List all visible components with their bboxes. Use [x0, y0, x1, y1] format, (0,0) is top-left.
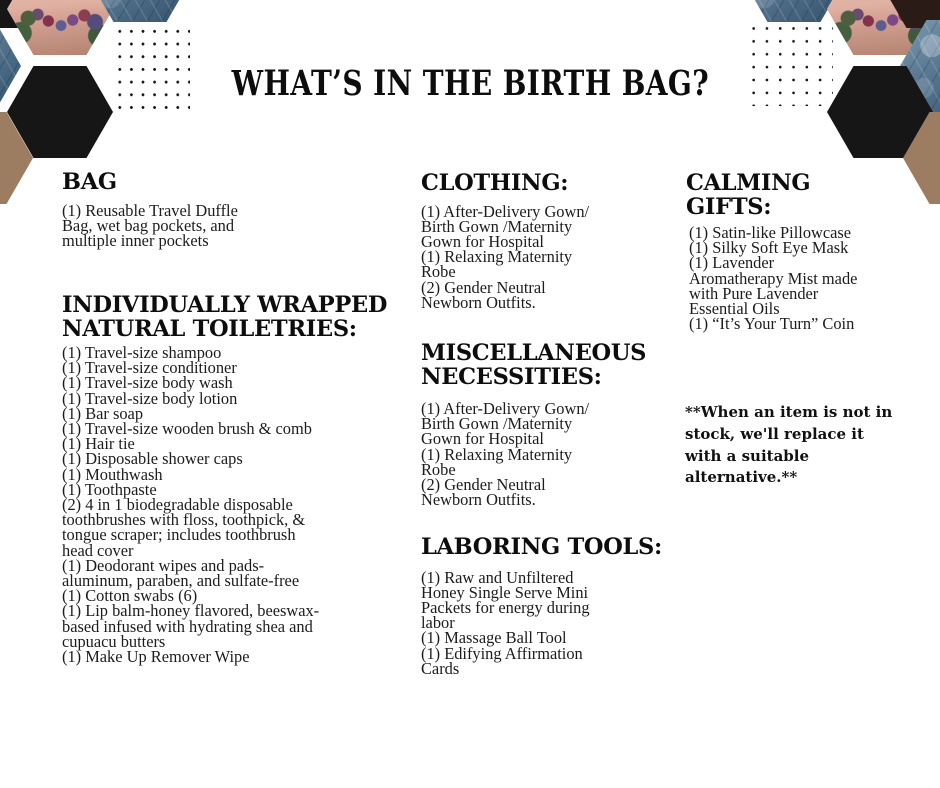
text-line: MISCELLANEOUS	[421, 340, 647, 366]
section-calming-gifts-items	[686, 223, 858, 334]
text-line: (1) “It’s Your Turn” Coin	[689, 314, 855, 334]
text-line: toothbrushes with floss, toothpick, &	[62, 510, 306, 530]
text-line: (1) Reusable Travel Duffle	[62, 200, 238, 220]
text-line: multiple inner pockets	[62, 230, 209, 250]
text-line: (1) Travel-size body wash	[62, 373, 233, 393]
text-line: Birth Gown /Maternity	[421, 414, 573, 434]
text-line: INDIVIDUALLY WRAPPED	[62, 292, 388, 318]
text-line: stock, we'll replace it	[685, 424, 864, 443]
text-line: NATURAL TOILETRIES:	[62, 315, 357, 342]
section-bag	[62, 171, 238, 248]
text-line: tongue scraper; includes toothbrush	[62, 525, 296, 545]
text-line: (1) Satin-like Pillowcase	[689, 223, 852, 242]
section-miscellaneous-items	[421, 399, 646, 510]
text-line: NECESSITIES:	[421, 363, 602, 390]
section-clothing-heading	[421, 172, 589, 196]
text-line: (1) Disposable shower caps	[62, 449, 243, 469]
section-laboring-tools-items	[421, 567, 662, 678]
text-line: (1) Travel-size shampoo	[62, 343, 222, 362]
section-calming-gifts-heading	[686, 172, 857, 219]
text-line: cupuacu butters	[62, 631, 166, 651]
text-line: (1) Cotton swabs (6)	[62, 586, 198, 606]
text-line: (1) Lavender	[689, 253, 775, 273]
text-line: Newborn Outfits.	[421, 490, 536, 510]
text-line: aluminum, paraben, and sulfate-free	[62, 571, 300, 591]
text-line: Gown for Hospital	[421, 429, 544, 449]
text-line: (1) Travel-size conditioner	[62, 358, 237, 378]
text-line: Packets for energy during	[421, 597, 590, 617]
text-line: **When an item is not in	[685, 403, 893, 421]
text-line: (1) Mouthwash	[62, 464, 163, 484]
page-title	[0, 63, 940, 104]
text-line: (2) 4 in 1 biodegradable disposable	[62, 495, 293, 515]
text-line: (1) Relaxing Maternity	[421, 247, 573, 267]
text-line: Honey Single Serve Mini	[421, 582, 589, 602]
text-line: Robe	[421, 262, 456, 282]
section-laboring-tools	[421, 536, 662, 676]
text-line: head cover	[62, 540, 134, 560]
text-line: based infused with hydrating shea and	[62, 616, 313, 636]
text-line: (1) After-Delivery Gown/	[421, 399, 590, 418]
text-line: Essential Oils	[689, 299, 780, 319]
text-line: LABORING TOOLS:	[421, 534, 662, 560]
section-bag-heading	[62, 171, 238, 195]
text-line: (1) Travel-size body lotion	[62, 388, 238, 408]
text-line: (1) Massage Ball Tool	[421, 628, 567, 648]
text-line: Robe	[421, 459, 456, 479]
text-line: CLOTHING:	[421, 170, 569, 196]
text-line: (1) Lip balm-honey flavored, beeswax-	[62, 601, 320, 621]
section-bag-items	[62, 200, 238, 250]
text-line: Gown for Hospital	[421, 231, 544, 251]
text-line: GIFTS:	[686, 193, 772, 220]
text-line: (1) Hair tie	[62, 434, 135, 454]
text-line: (1) Raw and Unfiltered	[421, 567, 574, 587]
section-toiletries-items	[62, 343, 387, 667]
text-line: (1) Travel-size wooden brush & comb	[62, 419, 312, 439]
text-line: (1) Bar soap	[62, 403, 144, 423]
text-line: (1) Silky Soft Eye Mask	[689, 238, 849, 258]
text-line: (1) Make Up Remover Wipe	[62, 647, 250, 667]
text-line: (1) Toothpaste	[62, 479, 157, 499]
text-line: BAG	[62, 169, 117, 195]
text-line: with a suitable	[685, 446, 810, 465]
text-line: Cards	[421, 658, 460, 678]
text-line: Aromatherapy Mist made	[689, 268, 858, 288]
text-line: Newborn Outfits.	[421, 292, 536, 312]
section-calming-gifts	[686, 170, 858, 334]
text-line: with Pure Lavender	[689, 283, 819, 303]
section-miscellaneous-heading	[421, 342, 646, 389]
text-line: alternative.**	[685, 468, 798, 487]
maternity-photo-hexagon-left	[7, 0, 113, 55]
text-line: labor	[421, 613, 455, 633]
text-line: (2) Gender Neutral	[421, 277, 546, 297]
text-line: Birth Gown /Maternity	[421, 216, 573, 236]
text-line: CALMING	[686, 170, 811, 196]
page-title-text: WHAT’S IN THE BIRTH BAG?	[231, 63, 709, 105]
text-line: Bag, wet bag pockets, and	[62, 215, 235, 235]
text-line: (1) Edifying Affirmation	[421, 643, 583, 663]
section-clothing-items	[421, 201, 590, 312]
text-line: (1) Deodorant wipes and pads-	[62, 555, 265, 575]
section-clothing	[421, 172, 589, 310]
section-toiletries	[62, 292, 388, 667]
section-laboring-tools-heading	[421, 536, 662, 560]
stock-replacement-note	[685, 402, 892, 489]
text-line: (1) Relaxing Maternity	[421, 444, 573, 464]
text-line: (1) After-Delivery Gown/	[421, 201, 590, 221]
section-toiletries-heading	[62, 294, 387, 341]
section-miscellaneous	[421, 340, 647, 510]
text-line: (2) Gender Neutral	[421, 475, 546, 495]
